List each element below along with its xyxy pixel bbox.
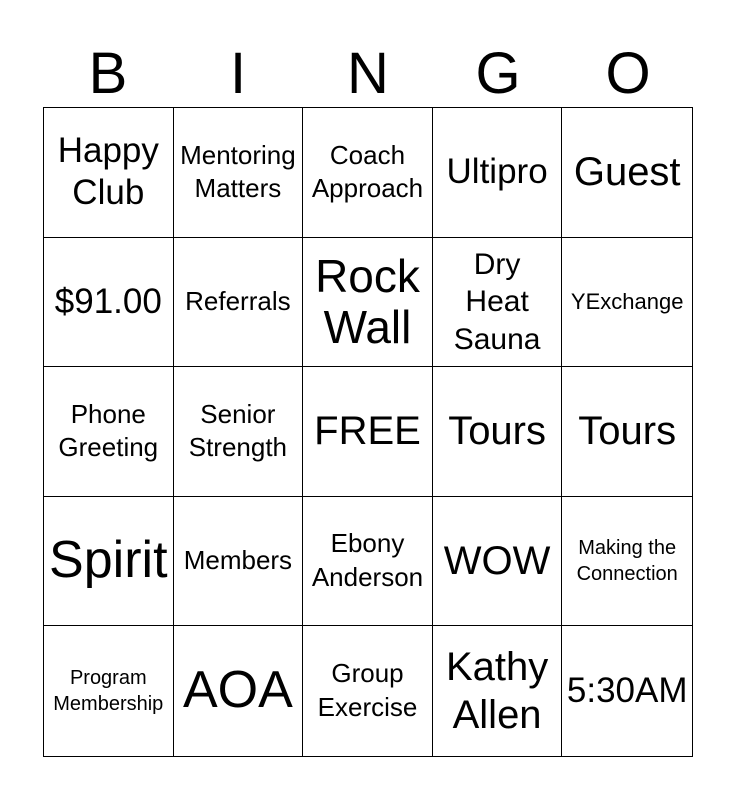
cell-label: Coach Approach — [311, 139, 424, 204]
cell-label: Guest — [573, 150, 681, 195]
bingo-cell — [174, 626, 304, 756]
cell-label: Senior Strength — [188, 398, 288, 463]
cell-label: Phone Greeting — [58, 398, 159, 463]
header-letter-o: O — [605, 41, 651, 106]
header-letter-b: B — [88, 41, 128, 106]
cell-label: Making the Connection — [576, 537, 678, 586]
bingo-cell — [562, 238, 692, 368]
bingo-cell — [562, 626, 692, 756]
free-space — [303, 367, 433, 497]
bingo-board — [43, 107, 693, 757]
bingo-cell — [433, 497, 563, 627]
cell-label: 5:30AM — [566, 671, 688, 711]
cell-label: Happy Club — [57, 131, 159, 213]
bingo-cell — [44, 238, 174, 368]
bingo-cell — [44, 108, 174, 238]
bingo-cell — [562, 367, 692, 497]
bingo-cell — [433, 367, 563, 497]
bingo-cell — [303, 108, 433, 238]
cell-label: Mentoring Matters — [180, 139, 296, 204]
bingo-cell — [174, 497, 304, 627]
cell-label: Ebony Anderson — [311, 528, 424, 593]
bingo-cell — [562, 497, 692, 627]
cell-label: Tours — [448, 409, 546, 454]
bingo-cell — [303, 497, 433, 627]
header-letter-g: G — [475, 41, 521, 106]
bingo-cell — [433, 626, 563, 756]
bingo-cell — [433, 108, 563, 238]
bingo-header — [43, 40, 693, 108]
cell-label: Tours — [578, 409, 677, 454]
bingo-cell — [44, 497, 174, 627]
bingo-cell — [562, 108, 692, 238]
cell-label: FREE — [314, 409, 421, 454]
cell-label: Rock Wall — [315, 250, 420, 353]
cell-label: YExchange — [570, 288, 684, 314]
header-letter-n: N — [347, 41, 389, 106]
bingo-cell — [44, 626, 174, 756]
cell-label: Dry Heat Sauna — [453, 247, 541, 356]
cell-label: Group Exercise — [317, 658, 418, 723]
cell-label: $91.00 — [54, 281, 162, 321]
cell-label: AOA — [182, 661, 293, 720]
bingo-cell — [174, 367, 304, 497]
cell-label: Referrals — [185, 285, 291, 316]
bingo-cell — [174, 108, 304, 238]
cell-label: Program Membership — [53, 667, 164, 716]
bingo-cell — [433, 238, 563, 368]
bingo-cell — [303, 238, 433, 368]
cell-label: Ultipro — [446, 152, 548, 192]
cell-label: WOW — [443, 539, 551, 584]
bingo-cell — [303, 626, 433, 756]
cell-label: Spirit — [49, 531, 168, 590]
cell-label: Members — [183, 545, 293, 576]
header-letter-i: I — [229, 41, 247, 106]
bingo-cell — [44, 367, 174, 497]
bingo-cell — [174, 238, 304, 368]
cell-label: Kathy Allen — [445, 645, 549, 738]
